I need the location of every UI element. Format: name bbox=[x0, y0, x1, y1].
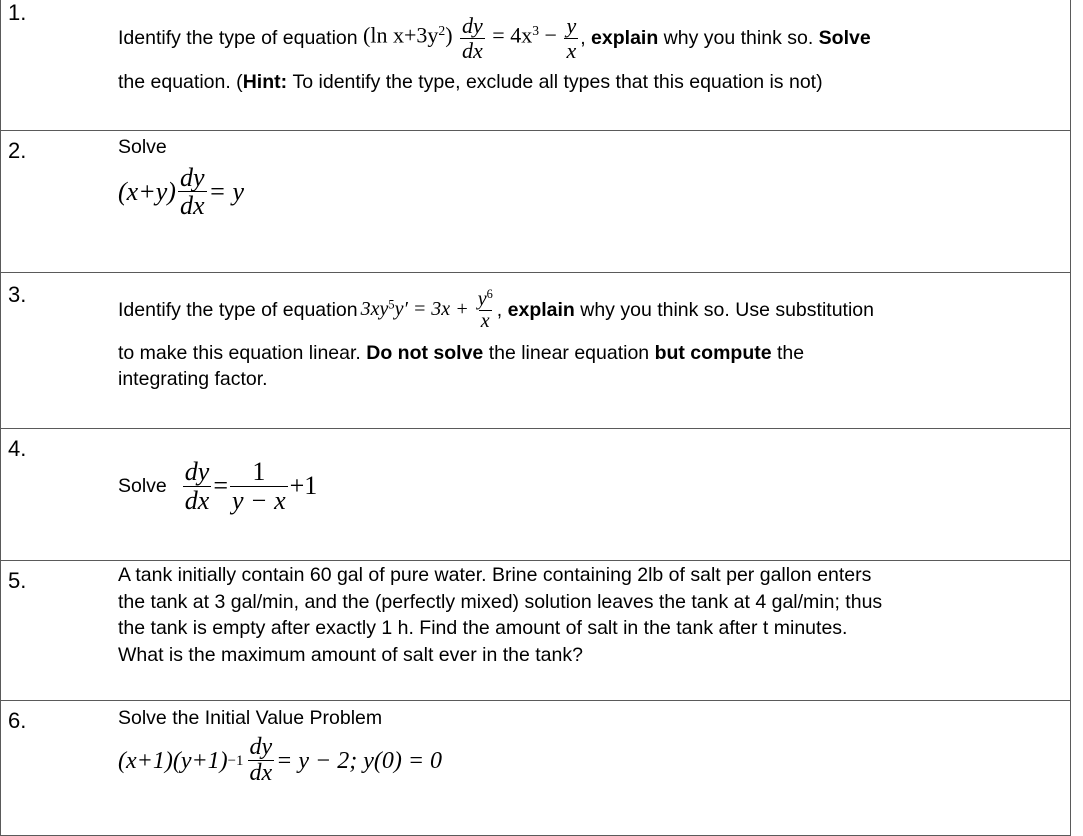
problem-text: Identify the type of equation $3xy^5y' = 3x$ + $\frac{y^6}{x}$ , explain why you think so. Use substitution to make this equation linear. Do not solve the linear equation but compute the integrating factor. bbox=[118, 286, 874, 390]
equation: (x+y) $\frac{dy}{dx}$ = y bbox=[118, 163, 245, 221]
problem-row-6 bbox=[0, 700, 1071, 836]
text-line: the tank is empty after exactly 1 h. Find the amount of salt in the tank after t minutes. bbox=[118, 617, 848, 639]
problem-text: Solve (x+y) $\frac{dy}{dx}$ = y bbox=[118, 134, 1056, 220]
problem-number: 2. bbox=[8, 138, 27, 163]
problem-number: 4. bbox=[8, 436, 27, 461]
equation: (ln $x+3y^2$) $\frac{dy}{dx}$ = $4x^3$ − $\frac{y}{x}$ bbox=[363, 13, 577, 63]
text-line: the tank at 3 gal/min, and the (perfectly mixed) solution leaves the tank at 4 gal/min; thus bbox=[118, 590, 883, 613]
equation: $\frac{dy}{dx}$ = $\frac{1}{y - x}$ +1 bbox=[184, 457, 318, 515]
problem-number: 6. bbox=[8, 708, 27, 733]
equation: $3xy^5y' = 3x$ + $\frac{y^6}{x}$ bbox=[360, 286, 493, 332]
problem-row-5 bbox=[0, 560, 1071, 702]
problem-number: 5. bbox=[8, 568, 27, 593]
problem-number: 3. bbox=[8, 282, 27, 307]
problem-text: Solve $\frac{dy}{dx}$ = $\frac{1}{y - x}$ +1 bbox=[118, 457, 318, 515]
problem-row-3 bbox=[0, 272, 1071, 430]
text-line: What is the maximum amount of salt ever in the tank? bbox=[118, 643, 583, 666]
problem-row-1 bbox=[0, 0, 1071, 133]
equation: (x+1)(y+1) −1 $\frac{dy}{dx}$ = y − 2; y(0) = 0 bbox=[118, 734, 443, 787]
text-line: A tank initially contain 60 gal of pure water. Brine containing 2lb of salt per gallon enters bbox=[118, 564, 872, 586]
problem-number: 1. bbox=[8, 0, 27, 25]
problem-row-4 bbox=[0, 428, 1071, 562]
problem-text: Identify the type of equation (ln $x+3y^2$) $\frac{dy}{dx}$ = $4x^3$ − $\frac{y}{x}$ , explain why you think so. Solve the equation. (Hint: To identify the type, exclude all types that this equation is not) bbox=[118, 13, 871, 93]
problem-text: Solve the Initial Value Problem (x+1)(y+1) −1 $\frac{dy}{dx}$ = y − 2; y(0) = 0 bbox=[118, 705, 1056, 786]
problem-text bbox=[118, 562, 1056, 668]
problem-row-2 bbox=[0, 130, 1071, 274]
